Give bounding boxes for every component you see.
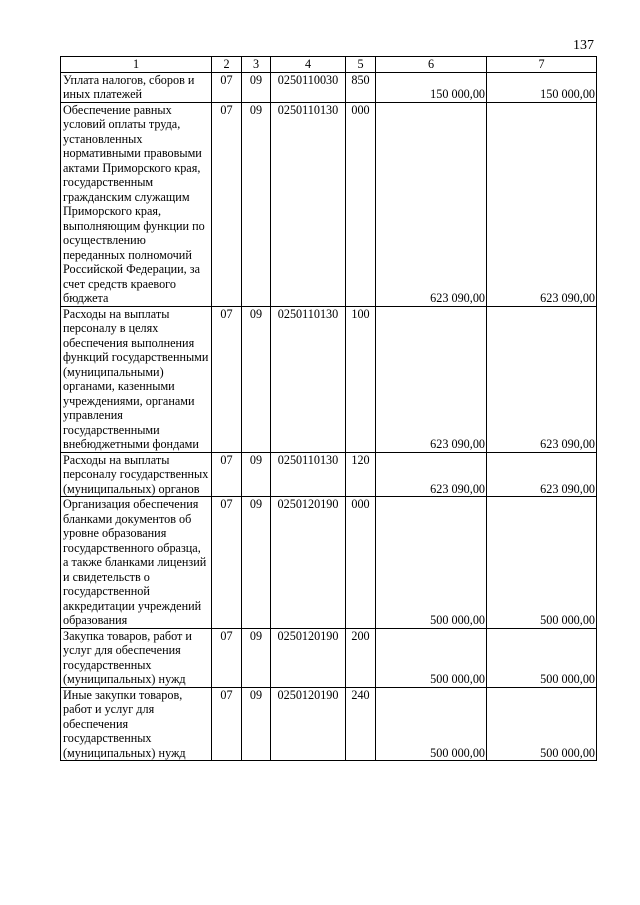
row-amount-7: 500 000,00 (487, 687, 597, 761)
row-section: 07 (212, 452, 242, 497)
header-cell-6: 6 (376, 57, 487, 73)
row-amount-6: 150 000,00 (376, 72, 487, 102)
row-amount-6: 623 090,00 (376, 102, 487, 306)
header-cell-4: 4 (271, 57, 346, 73)
row-target-code: 0250120190 (271, 497, 346, 629)
row-subsection: 09 (242, 628, 271, 687)
row-amount-6: 623 090,00 (376, 452, 487, 497)
row-name: Расходы на выплаты персоналу в целях обеспечения выполнения функций государственными (муниципальными) органами, казенными учреждениями, органами управления государственными внебюджетными фондами (61, 306, 212, 452)
budget-table (60, 56, 597, 761)
row-name: Иные закупки товаров, работ и услуг для обеспечения государственных (муниципальных) нужд (61, 687, 212, 761)
table-row (61, 452, 597, 497)
row-amount-7: 150 000,00 (487, 72, 597, 102)
table-row (61, 72, 597, 102)
row-expense-type: 000 (346, 497, 376, 629)
row-expense-type: 240 (346, 687, 376, 761)
header-cell-2: 2 (212, 57, 242, 73)
row-section: 07 (212, 628, 242, 687)
table-row (61, 102, 597, 306)
row-amount-6: 500 000,00 (376, 687, 487, 761)
row-section: 07 (212, 102, 242, 306)
row-section: 07 (212, 497, 242, 629)
row-subsection: 09 (242, 306, 271, 452)
row-expense-type: 000 (346, 102, 376, 306)
header-cell-7: 7 (487, 57, 597, 73)
row-target-code: 0250120190 (271, 687, 346, 761)
row-amount-7: 623 090,00 (487, 102, 597, 306)
row-subsection: 09 (242, 497, 271, 629)
row-subsection: 09 (242, 687, 271, 761)
table-row (61, 497, 597, 629)
row-target-code: 0250110130 (271, 452, 346, 497)
row-section: 07 (212, 306, 242, 452)
row-amount-6: 500 000,00 (376, 628, 487, 687)
row-name: Закупка товаров, работ и услуг для обеспечения государственных (муниципальных) нужд (61, 628, 212, 687)
row-target-code: 0250110030 (271, 72, 346, 102)
row-expense-type: 850 (346, 72, 376, 102)
table-row (61, 628, 597, 687)
row-target-code: 0250110130 (271, 102, 346, 306)
row-name: Уплата налогов, сборов и иных платежей (61, 72, 212, 102)
row-target-code: 0250110130 (271, 306, 346, 452)
table-row (61, 687, 597, 761)
row-amount-6: 500 000,00 (376, 497, 487, 629)
row-amount-6: 623 090,00 (376, 306, 487, 452)
row-amount-7: 623 090,00 (487, 306, 597, 452)
header-cell-1: 1 (61, 57, 212, 73)
page-number: 137 (573, 38, 594, 53)
header-cell-3: 3 (242, 57, 271, 73)
row-amount-7: 500 000,00 (487, 628, 597, 687)
row-subsection: 09 (242, 452, 271, 497)
row-subsection: 09 (242, 72, 271, 102)
row-name: Организация обеспечения бланками документов об уровне образования государственного образца, а также бланками лицензий и свидетельств о государственной аккредитации учреждений образования (61, 497, 212, 629)
row-section: 07 (212, 72, 242, 102)
row-expense-type: 100 (346, 306, 376, 452)
row-expense-type: 200 (346, 628, 376, 687)
row-section: 07 (212, 687, 242, 761)
row-amount-7: 500 000,00 (487, 497, 597, 629)
row-name: Расходы на выплаты персоналу государственных (муниципальных) органов (61, 452, 212, 497)
row-amount-7: 623 090,00 (487, 452, 597, 497)
header-row (61, 57, 597, 73)
row-subsection: 09 (242, 102, 271, 306)
row-expense-type: 120 (346, 452, 376, 497)
row-target-code: 0250120190 (271, 628, 346, 687)
table-row (61, 306, 597, 452)
row-name: Обеспечение равных условий оплаты труда, установленных нормативными правовыми актами Приморского края, государственным гражданским служащим Приморского края, выполняющим функции по осуществлению переданных полномочий Российской Федерации, за счет средств краевого бюджета (61, 102, 212, 306)
header-cell-5: 5 (346, 57, 376, 73)
